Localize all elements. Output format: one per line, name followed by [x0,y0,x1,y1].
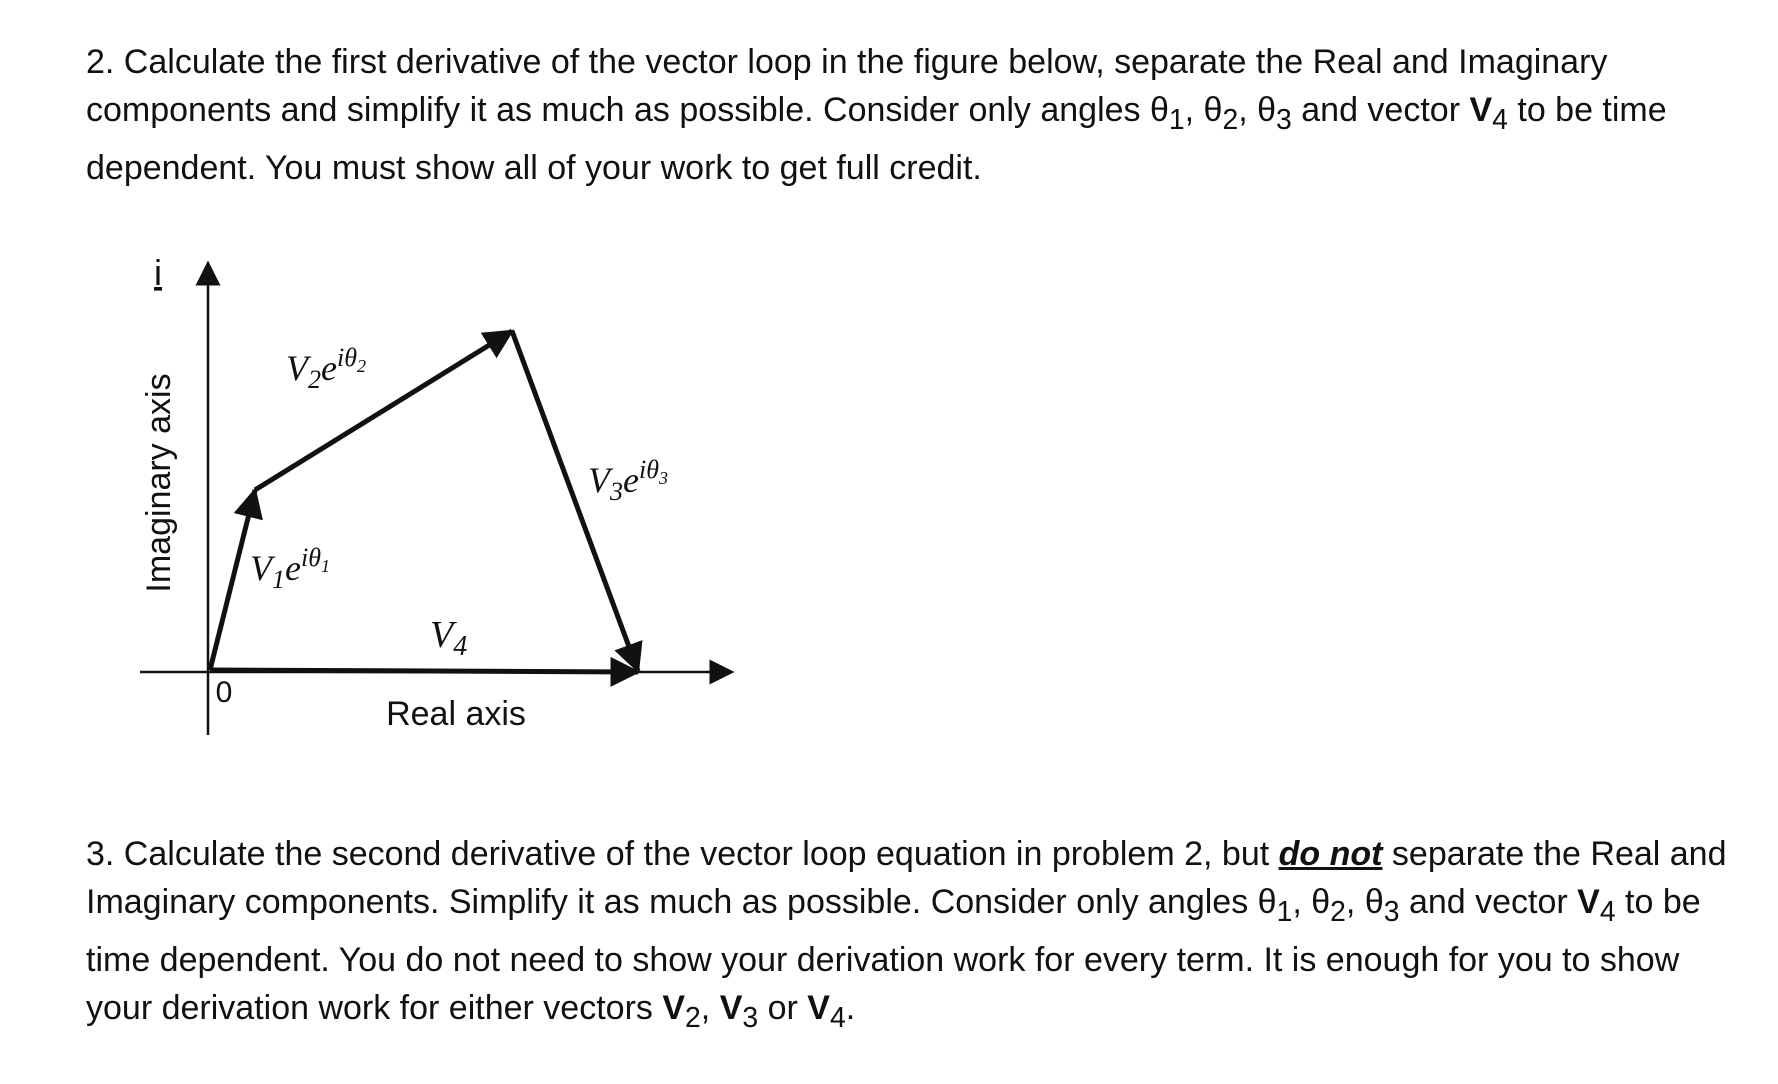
vector-v1-arrow [210,490,255,670]
problem-3-part: or [758,988,808,1027]
vector-v4-label: $V_4$ [430,614,468,662]
problem-2-part: , θ [1184,91,1223,129]
vector-v4-bold: V [1577,883,1600,921]
vector-subscript: 4 [829,1001,846,1034]
problem-3-part: , θ [1292,883,1331,921]
vector-subscript: 4 [1599,895,1616,928]
theta-subscript: 2 [1330,895,1346,928]
problem-3-text [86,830,1746,1042]
vector-subscript: 4 [1492,103,1508,136]
real-axis-label: Real axis [386,695,526,733]
vector-subscript: 3 [742,1001,759,1034]
problem-3-part: to be time dependent. You do not need to show your derivation work for every term. It is enough for you to show your derivation work for either vectors [86,883,1701,1027]
problem-3-part: , θ [1345,883,1384,921]
vector-v4-bold: V [807,988,830,1027]
problem-2-part: 2. Calculate the first derivative of the vector loop in the figure below, separate the Real and Imaginary components and simplify it as much as possible. Consider only angles θ [86,43,1608,129]
imaginary-axis-label: Imaginary axis [140,373,178,593]
theta-subscript: 3 [1276,103,1292,136]
problem-3-part: . [845,988,856,1027]
problem-2-part: to be time dependent. You must show all of your work to get full credit. [86,91,1667,187]
vector-v4-arrow [210,670,638,672]
theta-subscript: 2 [1222,103,1239,136]
vector-v1-label: $V_1e^{i\theta}1$ [250,543,330,594]
problem-2-part: , θ [1238,91,1277,129]
vector-subscript: 2 [685,1001,701,1034]
origin-label: 0 [215,676,233,709]
do-not-emphasis: do not [1278,835,1383,873]
theta-subscript: 1 [1168,103,1185,136]
theta-subscript: 3 [1383,895,1400,928]
vector-v3-label: $V_3e^{i\theta}3$ [588,455,668,506]
problem-3-part: 3. Calculate the second derivative of the vector loop equation in problem 2, but [86,835,1279,873]
problem-3-part: , [700,988,720,1027]
problem-2-part: and vector [1291,91,1470,129]
vector-v2-label: $V_2e^{i\theta}2$ [286,343,366,394]
imaginary-unit-label: i [154,252,162,293]
problem-3-part: separate the Real and Imaginary components. Simplify it as much as possible. Consider only angles θ [86,835,1727,921]
theta-subscript: 1 [1276,895,1293,928]
problem-3-part: and vector [1399,883,1578,921]
vector-v3-bold: V [719,988,743,1027]
vector-v4-bold: V [1469,91,1493,129]
vector-v2-bold: V [662,988,686,1027]
